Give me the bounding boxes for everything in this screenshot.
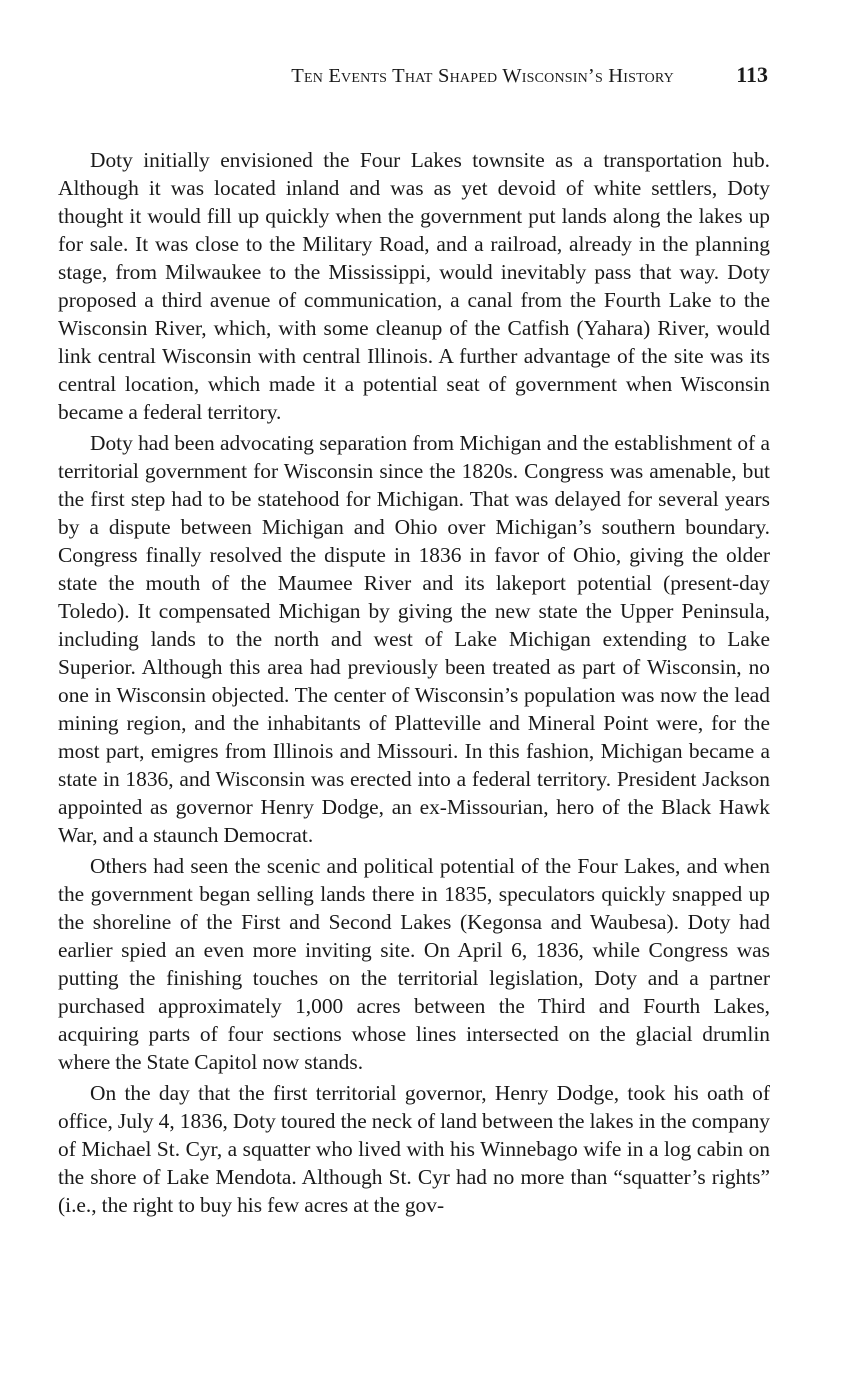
paragraph: On the day that the first territorial governor, Henry Dodge, took his oath of office, July 4, 1836, Doty toured the neck of land between the lakes in the company of Michael St. Cyr, a squatter who lived with his Winnebago wife in a log cabin on the shore of Lake Mendota. Although St. Cyr had no more than “squatter’s rights” (i.e., the right to buy his few acres at the gov- xyxy=(58,1081,770,1217)
running-head xyxy=(58,62,770,92)
paragraph: Others had seen the scenic and political potential of the Four Lakes, and when the government began selling lands there in 1835, speculators quickly snapped up the shoreline of the First and Second Lakes (Kegonsa and Waubesa). Doty had earlier spied an even more inviting site. On April 6, 1836, while Congress was putting the finishing touches on the territorial legislation, Doty and a partner purchased approximately 1,000 acres between the Third and Fourth Lakes, acquiring parts of four sections whose lines intersected on the glacial drumlin where the State Capitol now stands. xyxy=(58,854,770,1074)
page-number: 113 xyxy=(736,62,768,87)
paragraph: Doty initially envisioned the Four Lakes townsite as a transportation hub. Although it was located inland and was as yet devoid of white settlers, Doty thought it would fill up quickly when the government put lands along the lakes up for sale. It was close to the Military Road, and a railroad, already in the planning stage, from Milwaukee to the Mississippi, would inevitably pass that way. Doty proposed a third avenue of communication, a canal from the Fourth Lake to the Wisconsin River, which, with some cleanup of the Catfish (Yahara) River, would link central Wisconsin with central Illinois. A further advantage of the site was its central location, which made it a potential seat of government when Wisconsin became a federal territory. xyxy=(58,148,770,424)
body-text xyxy=(58,146,770,1219)
paragraph: Doty had been advocating separation from Michigan and the establishment of a territorial government for Wisconsin since the 1820s. Congress was amenable, but the first step had to be statehood for Michigan. That was delayed for several years by a dispute between Michigan and Ohio over Michigan’s southern boundary. Congress finally resolved the dispute in 1836 in favor of Ohio, giving the older state the mouth of the Maumee River and its lakeport potential (present-day Toledo). It compensated Michigan by giving the new state the Upper Peninsula, including lands to the north and west of Lake Michigan extending to Lake Superior. Although this area had previously been treated as part of Wisconsin, no one in Wisconsin objected. The center of Wisconsin’s population was now the lead mining region, and the inhabitants of Platteville and Mineral Point were, for the most part, emigres from Illinois and Missouri. In this fashion, Michigan became a state in 1836, and Wisconsin was erected into a federal territory. President Jackson appointed as governor Henry Dodge, an ex-Missourian, hero of the Black Hawk War, and a staunch Democrat. xyxy=(58,431,770,847)
running-title: Ten Events That Shaped Wisconsin’s History xyxy=(291,65,674,87)
